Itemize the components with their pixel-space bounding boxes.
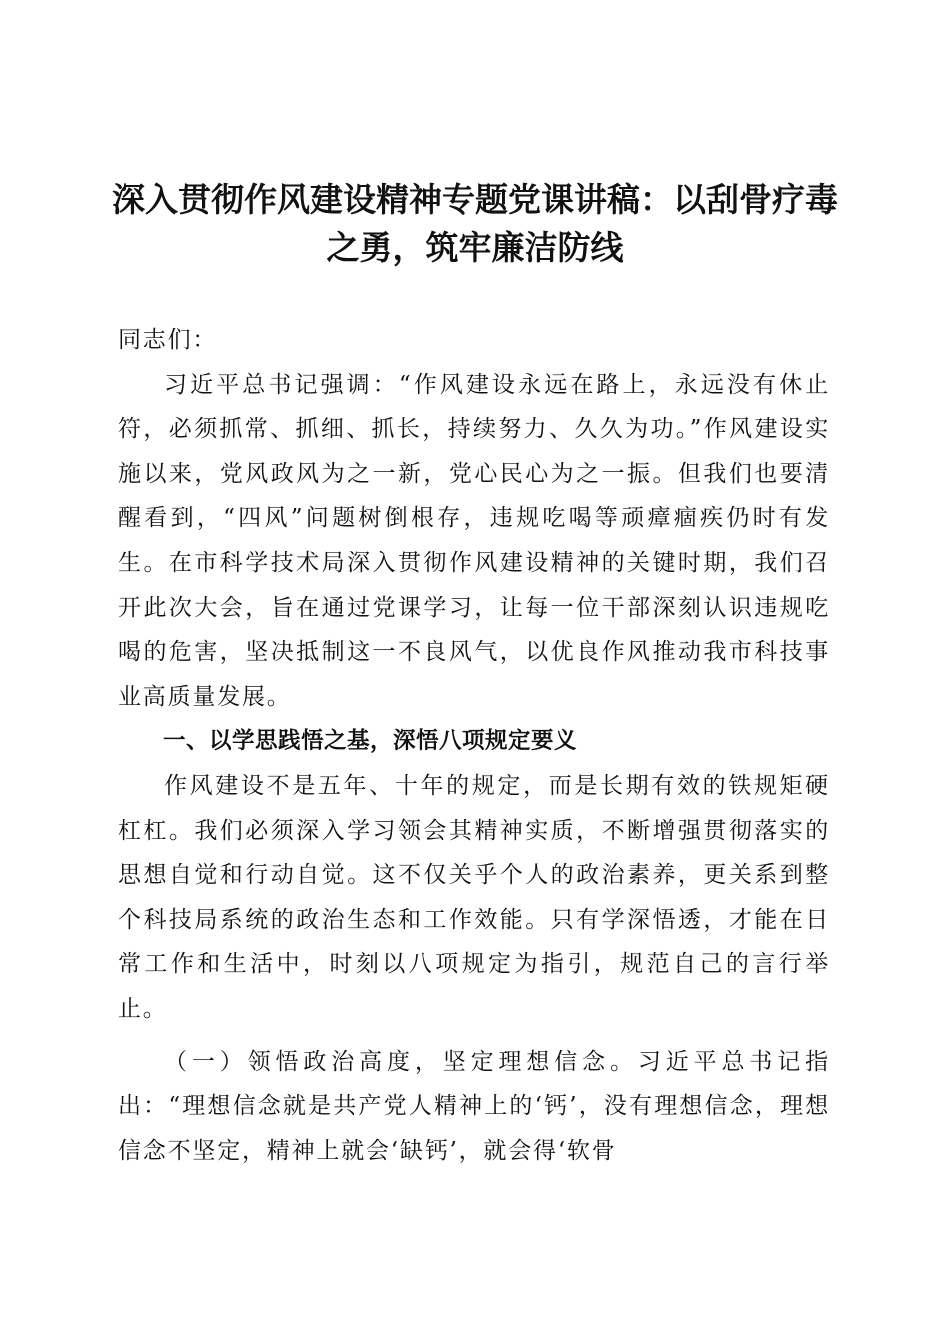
sub-heading-1: （一）领悟政治高度，坚定理想信念。: [164, 1048, 638, 1075]
document-title: 深入贯彻作风建设精神专题党课讲稿：以刮骨疗毒之勇，筑牢廉洁防线: [112, 180, 838, 267]
paragraph-sub-1: [118, 1040, 830, 1174]
greeting: 同志们：: [118, 327, 218, 353]
document-body: [118, 318, 830, 1173]
paragraph-sub-1-text: 习近平总书记指出：“理想信念就是共产党人精神上的‘钙’，没有理想信念，理想信念不坚定，精神上就会‘缺钙’，就会得‘软骨: [118, 1048, 830, 1164]
section-heading-1: 一、以学思践悟之基，深悟八项规定要义: [163, 728, 578, 755]
paragraph-section-1: 作风建设不是五年、十年的规定，而是长期有效的铁规矩硬杠杠。我们必须深入学习领会其精神实质，不断增强贯彻落实的思想自觉和行动自觉。这不仅关乎个人的政治素养，更关系到整个科技局系统的政治生态和工作效能。只有学深悟透，才能在日常工作和生活中，时刻以八项规定为指引，规范自己的言行举止。: [118, 772, 830, 1022]
paragraph-intro: 习近平总书记强调：“作风建设永远在路上，永远没有休止符，必须抓常、抓细、抓长，持续努力、久久为功。”作风建设实施以来，党风政风为之一新，党心民心为之一振。但我们也要清醒看到，“四风”问题树倒根存，违规吃喝等顽瘴痼疾仍时有发生。在市科学技术局深入贯彻作风建设精神的关键时期，我们召开此次大会，旨在通过党课学习，让每一位干部深刻认识违规吃喝的危害，坚决抵制这一不良风气，以优良作风推动我市科技事业高质量发展。: [118, 371, 830, 710]
